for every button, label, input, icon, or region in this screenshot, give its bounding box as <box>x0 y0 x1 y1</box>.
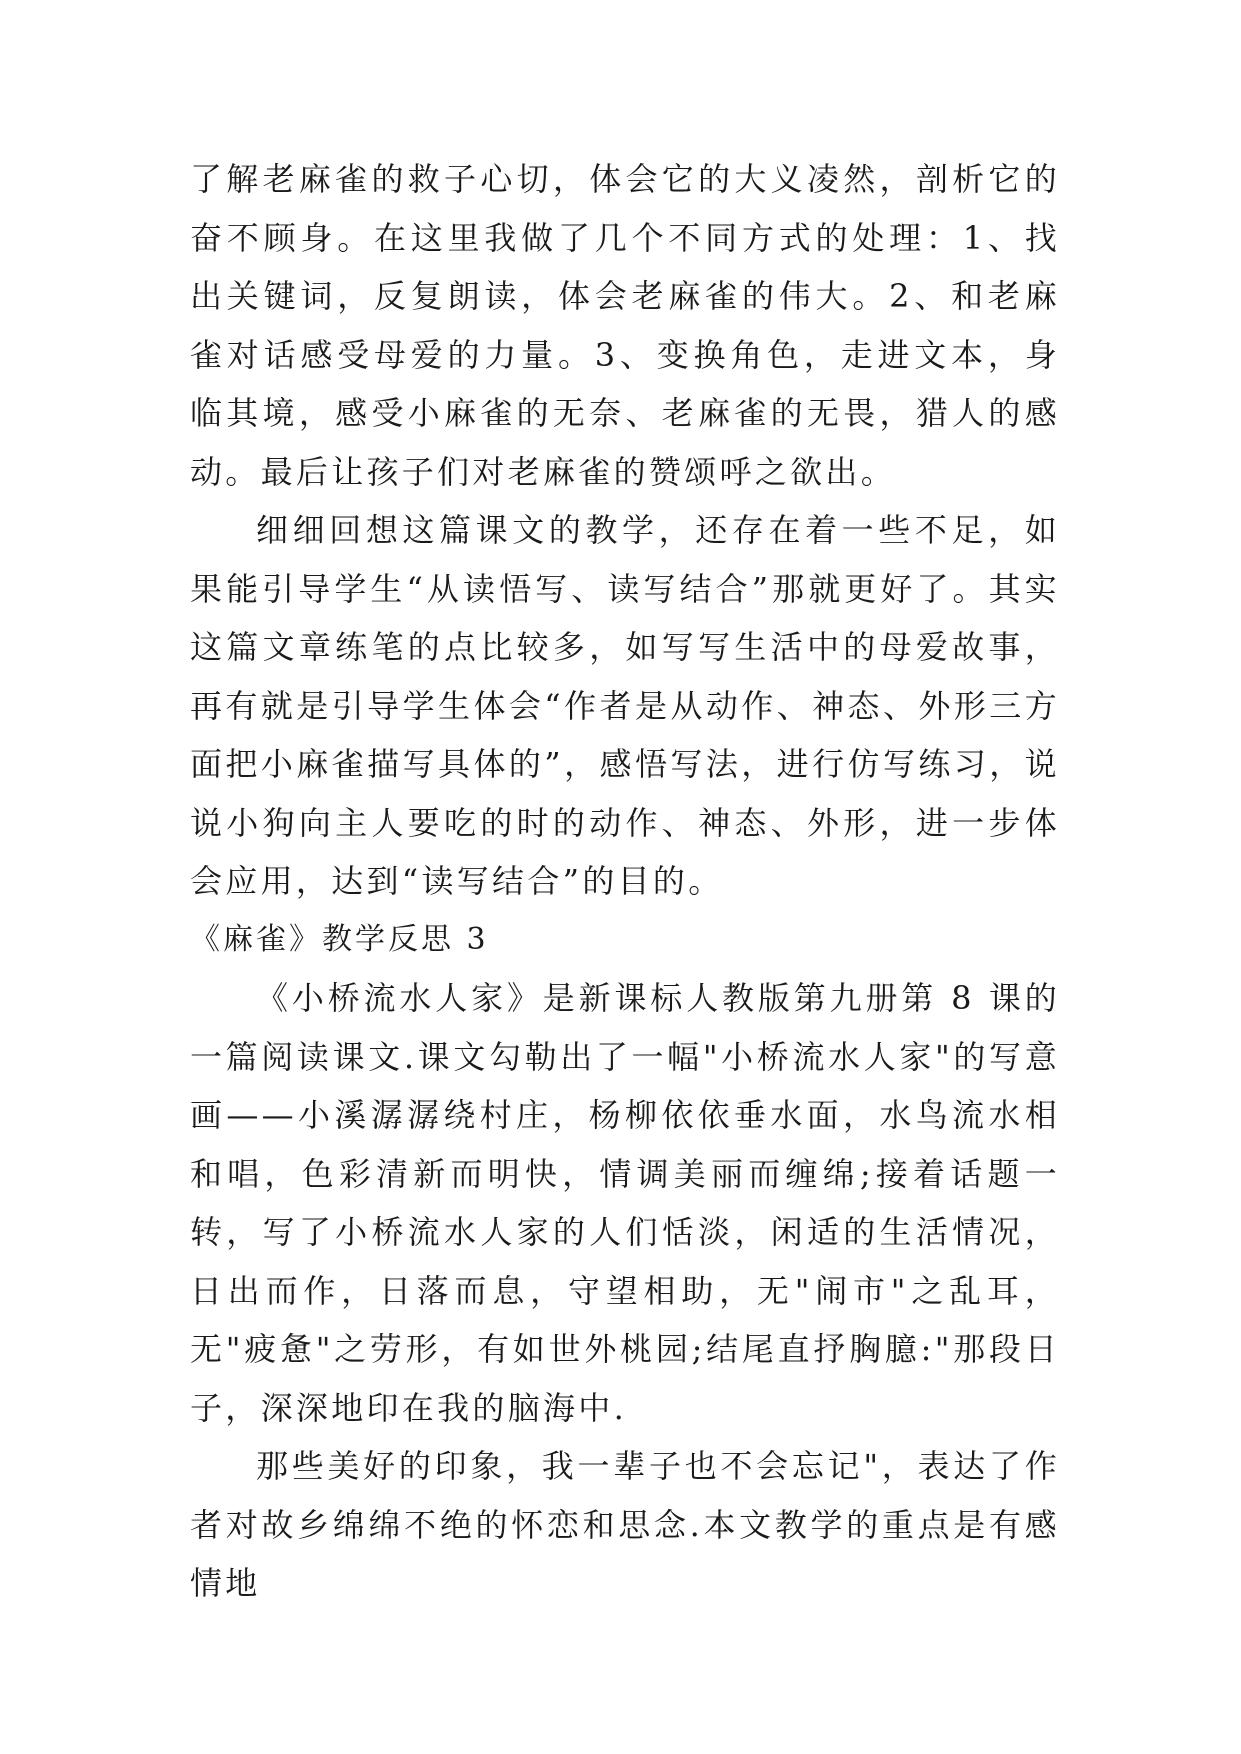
paragraph-intro: 《小桥流水人家》是新课标人教版第九册第 8 课的一篇阅读课文.课文勾勒出了一幅"小桥流水人家"的写意画——小溪潺潺绕村庄，杨柳依依垂水面，水鸟流水相和唱，色彩清新而明快，情调美丽而缠绵;接着话题一转，写了小桥流水人家的人们恬淡，闲适的生活情况，日出而作，日落而息，守望相助，无"闹市"之乱耳，无"疲惫"之劳形，有如世外桃园;结尾直抒胸臆:"那段日子，深深地印在我的脑海中. <box>190 979 1060 1427</box>
paragraph-reflection: 细细回想这篇课文的教学，还存在着一些不足，如果能引导学生“从读悟写、读写结合”那就更好了。其实这篇文章练笔的点比较多，如写写生活中的母爱故事，再有就是引导学生体会“作者是从动作、神态、外形三方面把小麻雀描写具体的”，感悟写法，进行仿写练习，说说小狗向主人要吃的时的动作、神态、外形，进一步体会应用，达到“读写结合”的目的。 <box>190 511 1060 900</box>
paragraph-continued: 了解老麻雀的救子心切，体会它的大义凌然，剖析它的奋不顾身。在这里我做了几个不同方式的处理：1、找出关键词，反复朗读，体会老麻雀的伟大。2、和老麻雀对话感受母爱的力量。3、变换角色，走进文本，身临其境，感受小麻雀的无奈、老麻雀的无畏，猎人的感动。最后让孩子们对老麻雀的赞颂呼之欲出。 <box>190 160 1060 491</box>
paragraph-summary: 那些美好的印象，我一辈子也不会忘记"，表达了作者对故乡绵绵不绝的怀恋和思念.本文教学的重点是有感情地 <box>190 1447 1060 1602</box>
section-title: 《麻雀》教学反思 3 <box>190 921 489 957</box>
document-body <box>190 150 1060 1613</box>
